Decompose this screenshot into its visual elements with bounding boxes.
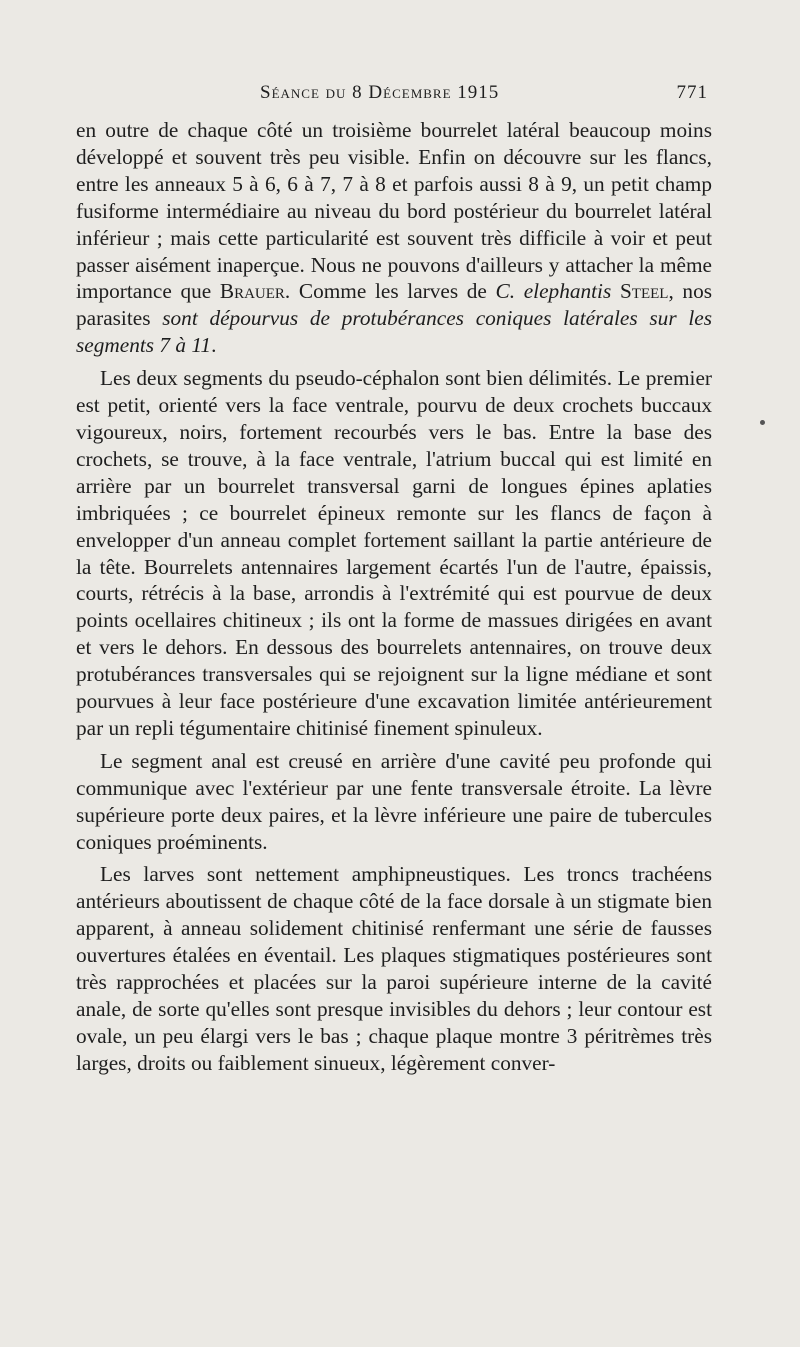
running-head-year: 1915 [457, 82, 500, 103]
running-head [260, 82, 499, 104]
text-run: Le segment anal est creusé en arrière d'une cavité peu profonde qui communique avec l'extérieur par une fente transversale étroite. La lèvre supérieure porte deux paires, et la lèvre inférieure une paire de tubercules coniques proéminents. [76, 748, 712, 854]
text-run: Les deux segments du pseudo-céphalon sont bien délimités. Le premier est petit, orienté vers la face ventrale, pourvu de deux crochets buccaux vigoureux, noirs, fortement recourbés vers le bas. Entre la base des crochets, se trouve, à la face ventrale, l'atrium buccal qui est limité en arrière par un bourrelet transversal garni de longues épines aplaties imbriquées ; ce bourrelet épineux remonte sur les flancs de façon à envelopper d'un anneau complet fortement saillant la partie antérieure de la tête. Bourrelets antennaires largement écartés l'un de l'autre, épaissis, courts, rétrécis à la base, arrondis à l'extrémité qui est pourvue de deux points ocellaires chitineux ; ils ont la forme de massues dirigées en avant et vers le dehors. En dessous des bourrelets antennaires, on trouve deux protubérances transversales qui se rejoignent sur la ligne médiane et sont pourvues à leur face postérieure d'une excavation limitée antérieurement par un repli tégumentaire chitinisé finement spinuleux. [76, 366, 712, 740]
text-run: , nos parasites [76, 279, 712, 331]
running-header [0, 82, 800, 112]
author-name: Steel [619, 279, 669, 304]
margin-dot-mark [760, 420, 765, 425]
paragraph-1 [76, 117, 712, 359]
italic-text: C. elephantis [495, 279, 612, 304]
text-run: . [211, 333, 217, 358]
body-text [76, 117, 712, 1077]
text-run: en outre de chaque côté un troisième bourrelet latéral beaucoup moins développé et souvent très peu visible. Enfin on découvre sur les flancs, entre les anneaux 5 à 6, 6 à 7, 7 à 8 et parfois aussi 8 à 9, un petit champ fusiforme intermédiaire au niveau du bord postérieur du bourrelet latéral inférieur ; mais cette particularité est souvent très difficile à voir et peut passer aisément inaperçue. Nous ne pouvons d'ailleurs y attacher la même importance que [76, 118, 712, 304]
paragraph-2 [76, 365, 712, 742]
page-number: 771 [676, 82, 708, 103]
author-name: Brauer [219, 279, 285, 304]
running-head-text: Séance du 8 Décembre [260, 82, 458, 103]
paragraph-3 [76, 748, 712, 856]
text-run: . Comme les larves de [284, 279, 496, 304]
italic-text: sont dépourvus de protubérances coniques latérales sur les segments 7 à 11 [76, 306, 712, 358]
paragraph-4 [76, 861, 712, 1076]
text-run: Les larves sont nettement amphipneustiques. Les troncs trachéens antérieurs aboutissent de chaque côté de la face dorsale à un stigmate bien apparent, à anneau solidement chitinisé renfermant une série de fausses ouvertures étalées en éventail. Les plaques stigmatiques postérieures sont très rapprochées et placées sur la paroi supérieure interne de la cavité anale, de sorte qu'elles sont presque invisibles du dehors ; leur contour est ovale, un peu élargi vers le bas ; chaque plaque montre 3 péritrèmes très larges, droits ou faiblement sinueux, légèrement conver- [76, 862, 712, 1075]
text-run [611, 279, 620, 303]
